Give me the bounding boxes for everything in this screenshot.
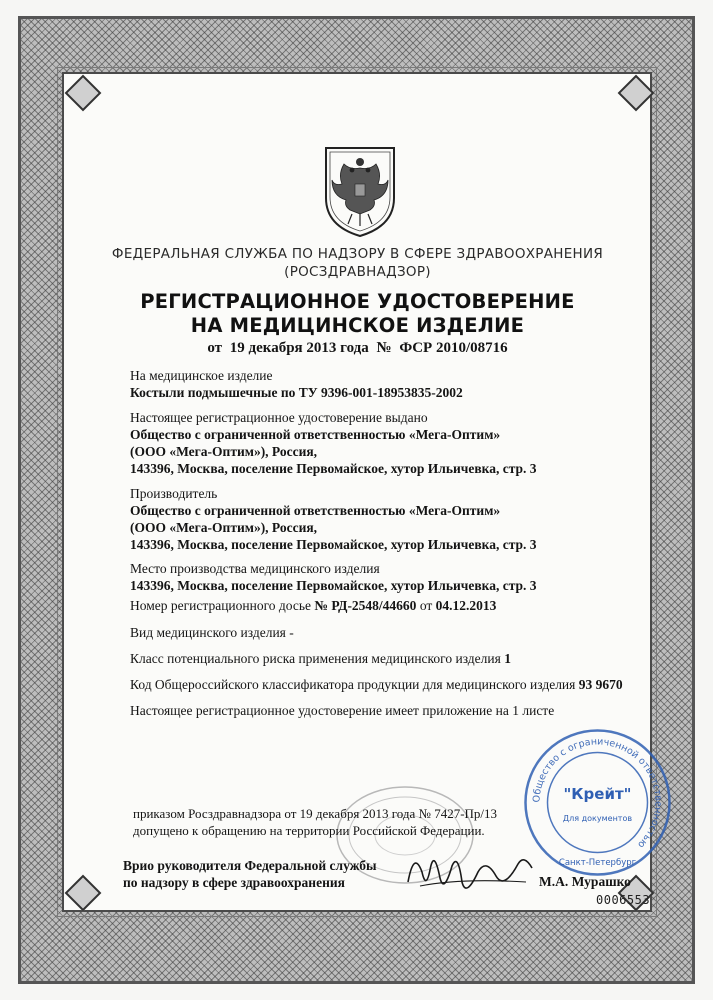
issued-to-address: 143396, Москва, поселение Первомайское, хутор Ильичевка, стр. 3 <box>130 461 537 476</box>
appendix-text: Настоящее регистрационное удостоверение имеет приложение на 1 листе <box>130 703 555 718</box>
handwritten-signature <box>400 842 540 902</box>
dossier-label: Номер регистрационного досье <box>130 598 312 613</box>
date-prefix: от <box>207 340 223 356</box>
order-block <box>133 805 563 839</box>
device-section <box>130 367 670 401</box>
manufacturer-name: Общество с ограниченной ответственностью «Мега-Оптим» <box>130 503 501 518</box>
okp-code-label: Код Общероссийского классификатора продукции для медицинского изделия <box>130 677 576 692</box>
issued-to-short-name: (ООО «Мега-Оптим»), Россия, <box>130 444 318 459</box>
registration-date-number <box>80 340 635 357</box>
signer-name: М.А. Мурашко <box>539 874 631 889</box>
okp-code-line <box>130 676 670 693</box>
dossier-line <box>130 597 670 614</box>
dossier-from: от <box>419 598 433 613</box>
stamp-subtitle: Для документов <box>562 814 633 823</box>
document-title-line-1: РЕГИСТРАЦИОННОЕ УДОСТОВЕРЕНИЕ <box>140 290 575 313</box>
company-stamp-icon <box>520 725 675 880</box>
serial-number: 0006553 <box>596 893 651 907</box>
device-kind-label: Вид медицинского изделия - <box>130 625 294 640</box>
device-value: Костыли подмышечные по ТУ 9396-001-18953835-2002 <box>130 385 463 400</box>
stamp-company-name: "Крейт" <box>563 785 632 803</box>
dossier-number: № РД-2548/44660 <box>314 598 417 613</box>
signer-title <box>123 857 377 891</box>
manufacturer-address: 143396, Москва, поселение Первомайское, хутор Ильичевка, стр. 3 <box>130 537 537 552</box>
order-line-1: приказом Росздравнадзора от 19 декабря 2013 года № 7427-Пр/13 <box>133 806 498 821</box>
manufacturer-section <box>130 485 670 553</box>
issued-to-name: Общество с ограниченной ответственностью «Мега-Оптим» <box>130 427 501 442</box>
production-site-label: Место производства медицинского изделия <box>130 561 380 576</box>
appendix-line <box>130 702 670 719</box>
production-site-section <box>130 560 670 594</box>
stamp-city: Санкт-Петербург <box>558 858 637 868</box>
agency-abbreviation: (РОСЗДРАВНАДЗОР) <box>284 264 431 280</box>
signer-title-line-1: Врио руководителя Федеральной службы <box>123 858 377 873</box>
device-kind-line <box>130 624 670 641</box>
number-sign: № <box>376 340 392 356</box>
manufacturer-short-name: (ООО «Мега-Оптим»), Россия, <box>130 520 318 535</box>
registration-date: 19 декабря 2013 года <box>229 340 369 356</box>
risk-class-label: Класс потенциального риска применения медицинского изделия <box>130 651 501 666</box>
coat-of-arms-icon <box>320 140 400 240</box>
registration-number: ФСР 2010/08716 <box>399 340 508 356</box>
stamp-ring-text: Общество с ограниченной ответственностью <box>531 736 664 851</box>
manufacturer-label: Производитель <box>130 486 218 501</box>
issued-to-label: Настоящее регистрационное удостоверение выдано <box>130 410 428 425</box>
agency-name: ФЕДЕРАЛЬНАЯ СЛУЖБА ПО НАДЗОРУ В СФЕРЕ ЗДРАВООХРАНЕНИЯ <box>111 246 604 262</box>
risk-class-value: 1 <box>504 651 511 666</box>
issued-to-section <box>130 409 670 477</box>
document-title-line-2: НА МЕДИЦИНСКОЕ ИЗДЕЛИЕ <box>190 314 525 337</box>
risk-class-line <box>130 650 670 667</box>
order-line-2: допущено к обращению на территории Российской Федерации. <box>133 823 485 838</box>
signer-title-line-2: по надзору в сфере здравоохранения <box>123 875 345 890</box>
okp-code-value: 93 9670 <box>578 677 623 692</box>
device-label: На медицинское изделие <box>130 368 273 383</box>
production-site-address: 143396, Москва, поселение Первомайское, хутор Ильичевка, стр. 3 <box>130 578 537 593</box>
dossier-date: 04.12.2013 <box>435 598 497 613</box>
